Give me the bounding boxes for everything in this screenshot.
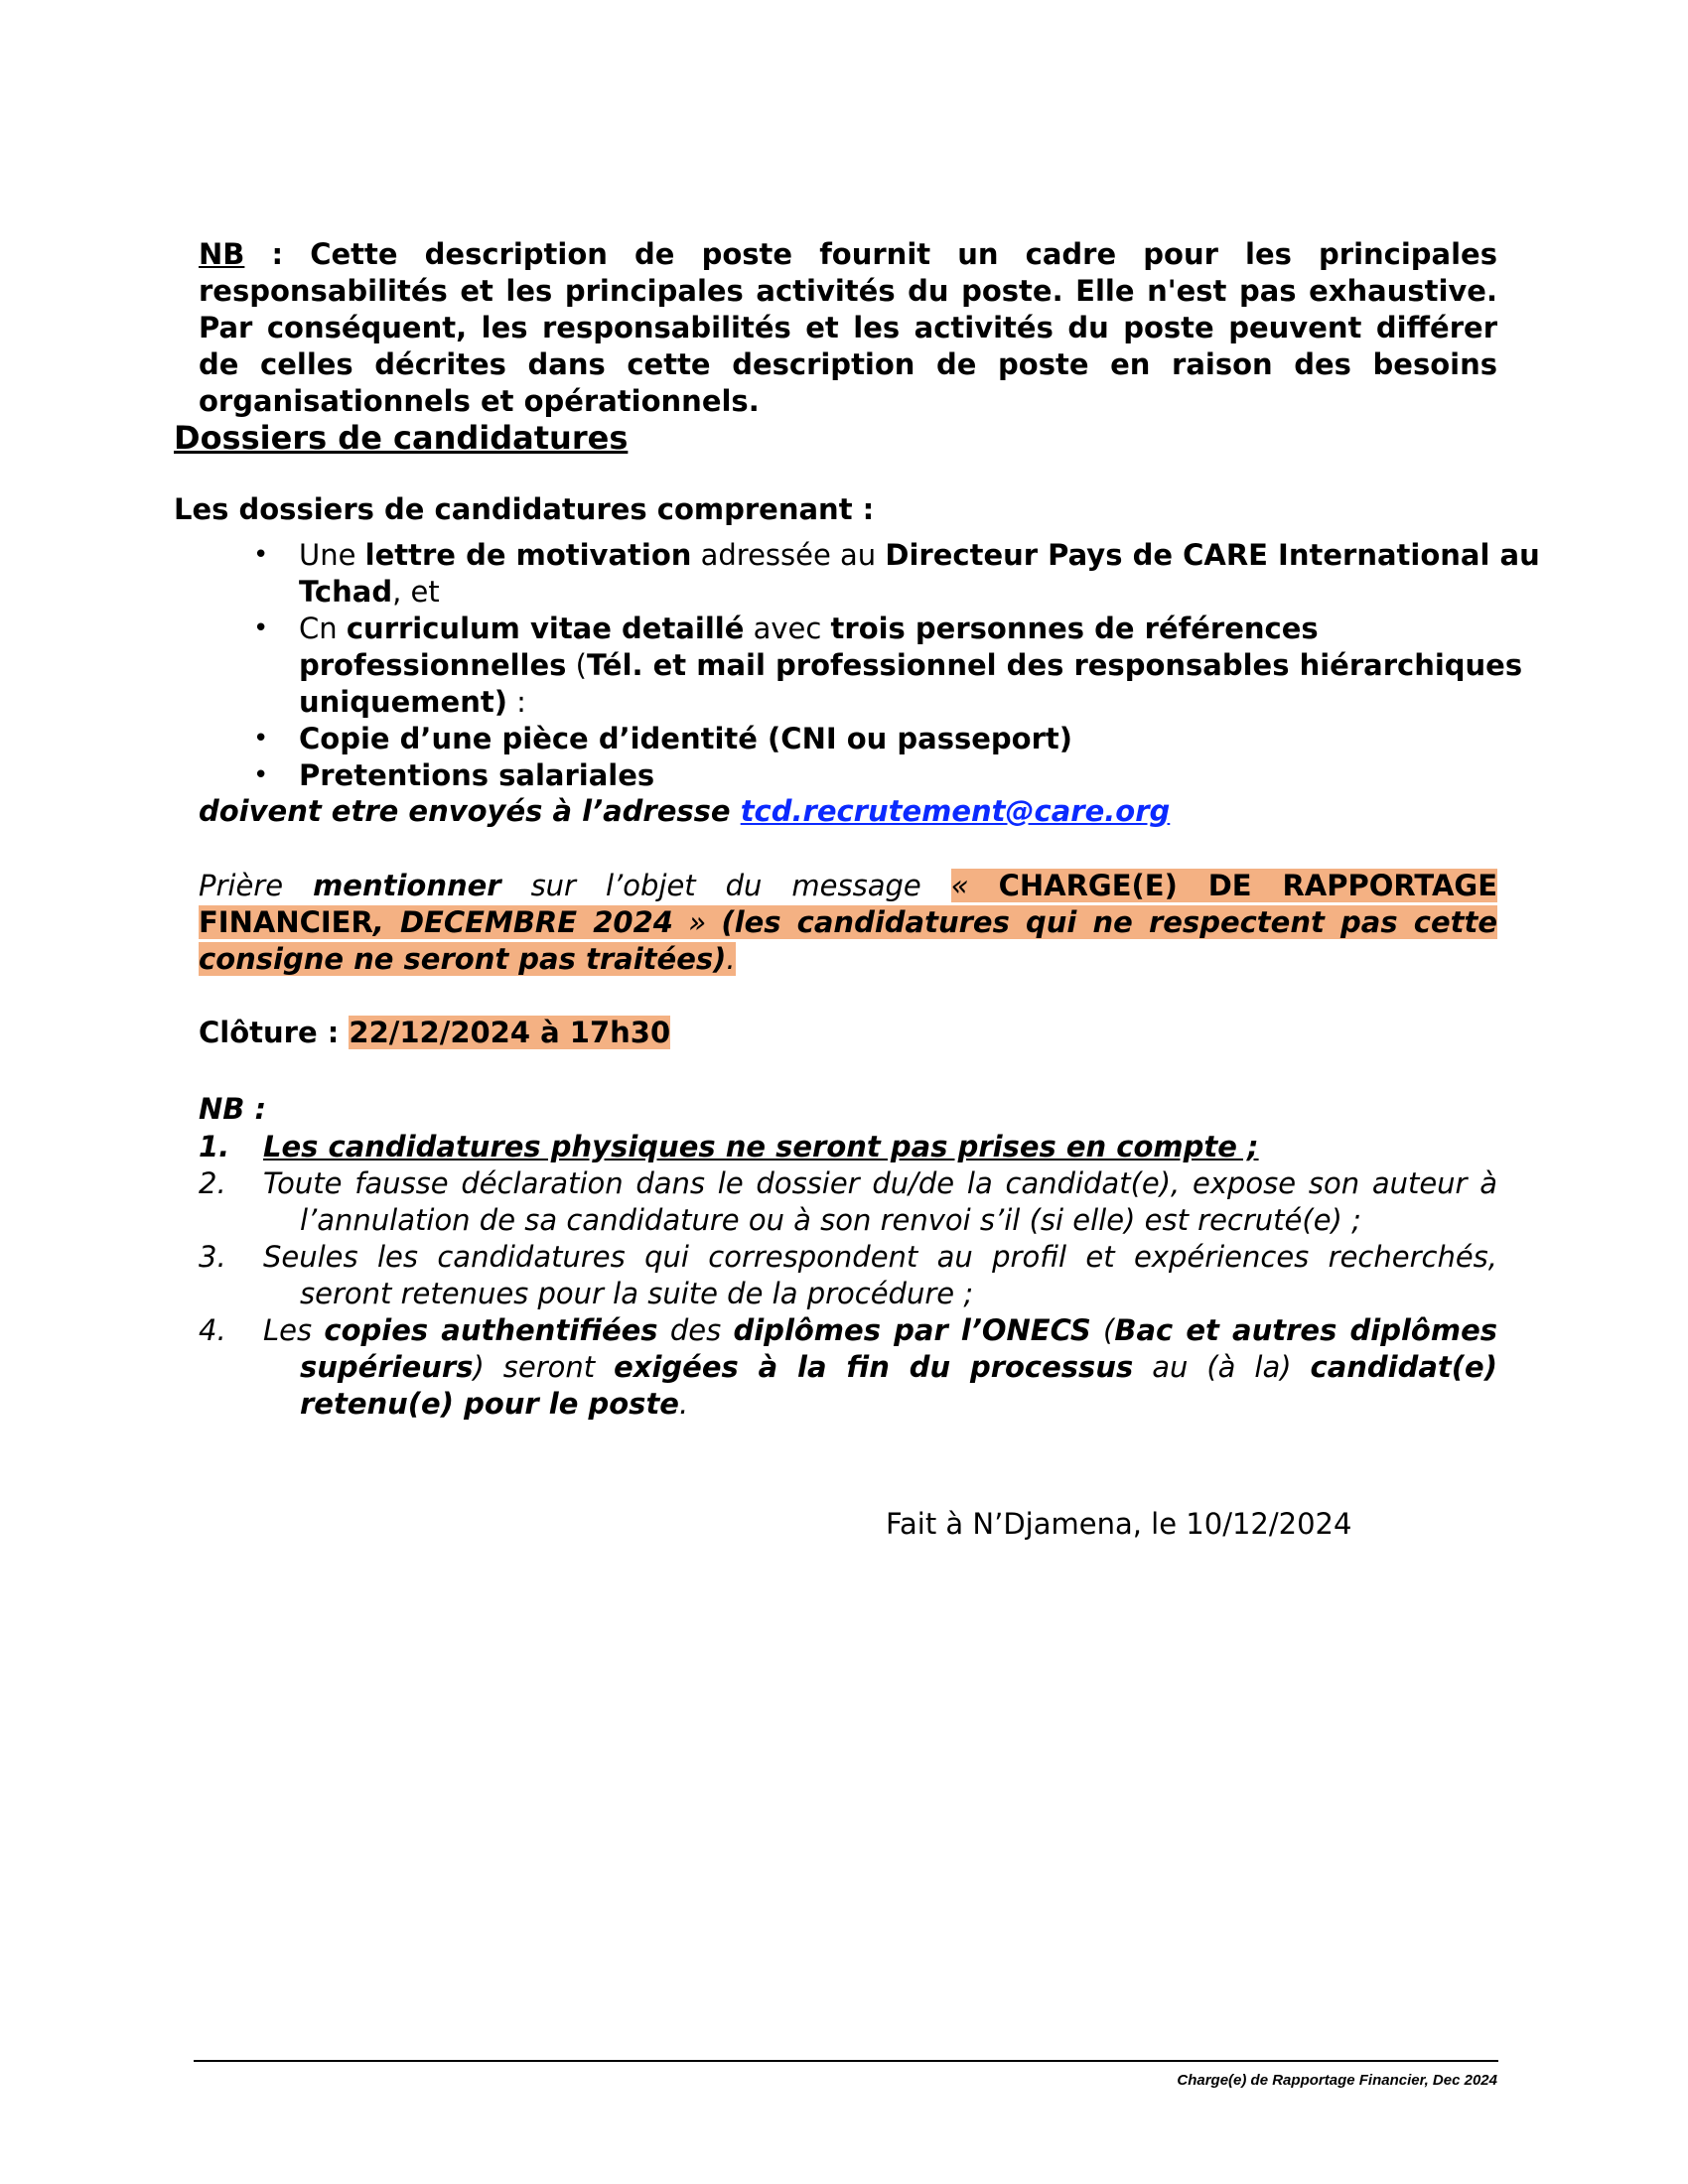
list-item	[199, 1165, 1497, 1239]
note-bold: diplômes par l’ONECS	[733, 1313, 1091, 1347]
note-fragment: Les	[263, 1313, 325, 1347]
doc-bold: Pretentions salariales	[299, 758, 655, 792]
subject-warning-highlight: (les candidatures qui ne respectent pas cette consigne ne seront pas traitées)	[199, 905, 1498, 976]
documents-lead: Les dossiers de candidatures comprenant :	[174, 492, 875, 526]
documents-list	[253, 537, 1543, 794]
note-bold: copies authentifiées	[324, 1313, 658, 1347]
email-link[interactable]: tcd.recrutement@care.org	[740, 794, 1171, 828]
send-text: doivent etre envoyés à l’adresse	[199, 794, 741, 828]
note-bold: candidat(e) retenu(e) pour le poste	[300, 1350, 1497, 1421]
doc-text: adressée au	[691, 538, 886, 572]
doc-bold: lettre de motivation	[364, 538, 692, 572]
note-number: 2.	[199, 1166, 226, 1200]
list-item	[199, 1312, 1497, 1423]
subject-bold: mentionner	[313, 869, 501, 902]
subject-text: Prière	[199, 869, 314, 902]
list-item	[299, 721, 1543, 757]
nb-intro-label: NB	[199, 237, 245, 271]
doc-bold: curriculum vitae detaillé	[346, 612, 745, 645]
send-instruction	[199, 794, 1170, 828]
nb-intro-paragraph	[199, 236, 1497, 420]
doc-bold: Directeur Pays de CARE International au Tchad	[299, 538, 1540, 609]
subject-title-highlight: CHARGE(E) DE RAPPORTAGE FINANCIER	[199, 869, 1498, 939]
note-bold: Bac et autres diplômes supérieurs	[300, 1313, 1497, 1384]
note-fragment: .	[678, 1387, 689, 1421]
doc-bold: Copie d’une pièce d’identité (CNI ou passeport)	[299, 722, 1073, 755]
subject-highlight: »	[672, 905, 722, 939]
doc-text: :	[506, 685, 526, 719]
note-fragment: des	[657, 1313, 734, 1347]
footer-divider	[194, 2060, 1498, 2062]
subject-text: sur l’objet du message	[500, 869, 951, 902]
list-item	[299, 757, 1543, 794]
note-fragment: (	[1090, 1313, 1115, 1347]
note-text: Seules les candidatures qui correspondent au profil et expériences recherchés, seront retenues pour la suite de la procédure ;	[263, 1240, 1497, 1310]
closing-label: Clôture :	[199, 1016, 350, 1049]
note-fragment: ) seront	[473, 1350, 615, 1384]
note-fragment: au (à la)	[1133, 1350, 1311, 1384]
doc-text: , et	[392, 575, 440, 609]
note-number: 3.	[199, 1240, 226, 1274]
subject-end: .	[726, 942, 736, 976]
note-text: Les candidatures physiques ne seront pas prises en compte ;	[263, 1130, 1259, 1163]
note-text: Toute fausse déclaration dans le dossier du/de la candidat(e), expose son auteur à l’annulation de sa candidature ou à son renvoi s’il (si elle) est recruté(e) ;	[263, 1166, 1497, 1237]
closing-date: 22/12/2024 à 17h30	[349, 1016, 671, 1049]
doc-text: Une	[299, 538, 365, 572]
subject-highlight: , DECEMBRE 2024	[372, 905, 673, 939]
subject-instruction	[199, 868, 1497, 978]
note-number: 4.	[199, 1313, 226, 1347]
list-item	[199, 1129, 1497, 1165]
doc-text: (	[566, 648, 587, 682]
section-title: Dossiers de candidatures	[174, 419, 629, 457]
note-text	[263, 1312, 1497, 1423]
list-item	[299, 537, 1543, 611]
doc-text: Cn	[299, 612, 347, 645]
doc-bold: Tél. et mail professionnel des responsables hiérarchiques uniquement)	[299, 648, 1523, 719]
subject-highlight: «	[950, 869, 999, 902]
notes-list	[199, 1129, 1497, 1423]
list-item	[199, 1239, 1497, 1312]
nb-intro-text: : Cette description de poste fournit un cadre pour les principales responsabilités et les principales activités du poste. Elle n'est pas exhaustive. Par conséquent, les responsabilités et les activités du poste peuvent différer de celles décrites dans cette description de poste en raison des besoins organisationnels et opérationnels.	[199, 237, 1497, 418]
doc-text: avec	[744, 612, 831, 645]
footer-text: Charge(e) de Rapportage Financier, Dec 2024	[1177, 2072, 1497, 2089]
doc-bold: trois personnes de références professionnelles	[299, 612, 1319, 682]
list-item	[299, 611, 1543, 721]
note-bold: exigées à la fin du processus	[614, 1350, 1134, 1384]
note-number: 1.	[199, 1130, 230, 1163]
signoff: Fait à N’Djamena, le 10/12/2024	[886, 1507, 1352, 1541]
closing-line	[199, 1016, 670, 1049]
nb-title: NB :	[199, 1092, 267, 1126]
